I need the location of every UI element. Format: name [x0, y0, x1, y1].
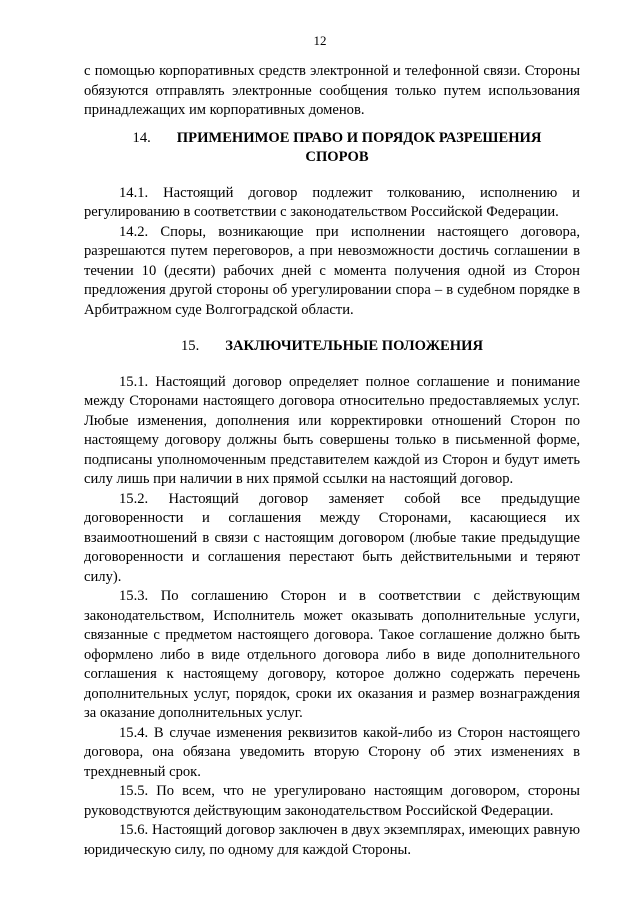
section-15-title: ЗАКЛЮЧИТЕЛЬНЫЕ ПОЛОЖЕНИЯ [225, 338, 483, 354]
section-15-number: 15. [181, 338, 200, 354]
clause-15-4: 15.4. В случае изменения реквизитов какой-либо из Сторон настоящего договора, она обязана уведомить вторую Сторону об этих изменениях в трехдневный срок. [84, 724, 580, 780]
clause-15-2: 15.2. Настоящий договор заменяет собой все предыдущие договоренности и соглашения между Сторонами, касающиеся их взаимоотношений в связи с настоящим договором (любые такие предыдущие договоренности и соглашения перестают быть действительными и теряют силу). [84, 490, 580, 585]
clause-14-2: 14.2. Споры, возникающие при исполнении настоящего договора, разрешаются путем переговоров, а при невозможности достичь соглашении в течении 10 (десяти) рабочих дней с момента получения одной из Сторон предложения другой стороны об урегулировании спора – в судебном порядке в Арбитражном суде Волгоградской области. [84, 223, 580, 318]
section-14-title: ПРИМЕНИМОЕ ПРАВО И ПОРЯДОК РАЗРЕШЕНИЯ СПОРОВ [176, 129, 542, 165]
section-14-heading [84, 129, 580, 168]
clause-14-1: 14.1. Настоящий договор подлежит толкованию, исполнению и регулированию в соответствии с законодательством Российской Федерации. [84, 184, 580, 220]
clause-15-6: 15.6. Настоящий договор заключен в двух экземплярах, имеющих равную юридическую силу, по одному для каждой Стороны. [84, 822, 580, 858]
document-body [84, 62, 580, 860]
section-15-heading [84, 337, 580, 357]
intro-paragraph: с помощью корпоративных средств электронной и телефонной связи. Стороны обязуются отправлять электронные сообщения только путем использования принадлежащих им корпоративных доменов. [84, 63, 580, 118]
clause-15-5: 15.5. По всем, что не урегулировано настоящим договором, стороны руководствуются действующим законодательством Российской Федерации. [84, 783, 580, 819]
section-14-number: 14. [132, 129, 151, 146]
page-number: 12 [313, 33, 327, 48]
clause-15-1: 15.1. Настоящий договор определяет полное соглашение и понимание между Сторонами настоящего договора относительно предоставляемых услуг. Любые изменения, дополнения или корректировки отношений Сторон по настоящему договору должны быть совершены только в письменной форме, подписаны уполномоченным представителем каждой из Сторон и будут иметь силу лишь при наличии в них прямой ссылки на настоящий договор. [84, 373, 580, 487]
clause-15-3: 15.3. По соглашению Сторон и в соответствии с действующим законодательством, Исполнитель может оказывать дополнительные услуги, связанные с предметом настоящего договора. Такое соглашение должно быть оформлено либо в виде отдельного договора либо в виде дополнительного соглашения к настоящему договору, которое должно содержать перечень дополнительных услуг, порядок, сроки их оказания и размер вознаграждения за оказание дополнительных услуг. [84, 588, 580, 721]
